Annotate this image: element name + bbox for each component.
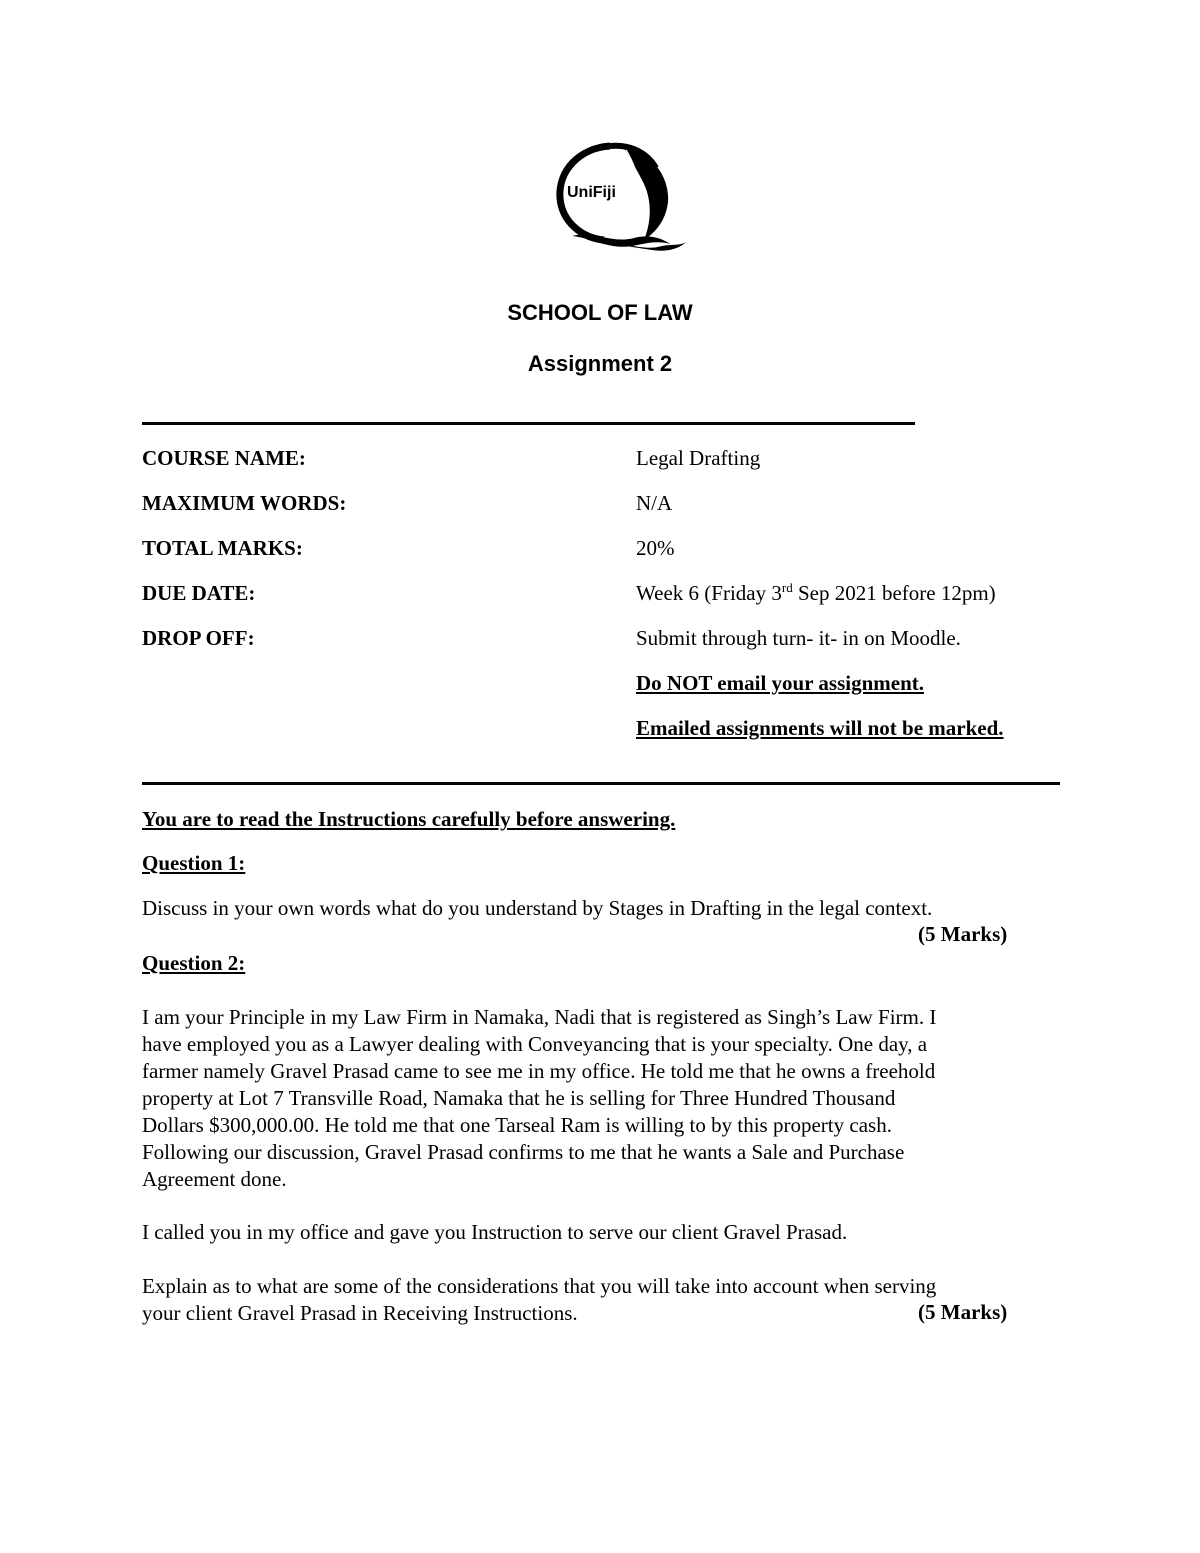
- question-1-heading: Question 1:: [142, 851, 246, 875]
- question-2-paragraph-3: [142, 1273, 936, 1327]
- paragraph-line: Agreement done.: [142, 1167, 287, 1191]
- total-marks-value: 20%: [636, 536, 675, 560]
- paragraph-line: your client Gravel Prasad in Receiving Instructions.: [142, 1301, 578, 1325]
- question-1-marks: (5 Marks): [918, 922, 1008, 946]
- drop-off-label: DROP OFF:: [142, 626, 255, 650]
- paragraph-line: farmer namely Gravel Prasad came to see me in my office. He told me that he owns a freehold: [142, 1059, 936, 1083]
- paragraph-line: property at Lot 7 Transville Road, Namaka that he is selling for Three Hundred Thousand: [142, 1086, 896, 1110]
- question-2-marks: (5 Marks): [918, 1300, 1008, 1324]
- paragraph-line: Following our discussion, Gravel Prasad confirms to me that he wants a Sale and Purchase: [142, 1140, 905, 1164]
- max-words-value: N/A: [636, 491, 673, 515]
- paragraph-line: have employed you as a Lawyer dealing with Conveyancing that is your specialty. One day, a: [142, 1032, 928, 1056]
- assignment-title: Assignment 2: [527, 351, 673, 376]
- question-2-paragraph-2: I called you in my office and gave you Instruction to serve our client Gravel Prasad.: [142, 1220, 848, 1244]
- paragraph-line: Explain as to what are some of the considerations that you will take into account when serving: [142, 1274, 937, 1298]
- course-name-label: COURSE NAME:: [142, 446, 306, 470]
- emailed-not-marked-warning: Emailed assignments will not be marked.: [636, 716, 1004, 740]
- due-date-value: Week 6 (Friday 3rd Sep 2021 before 12pm): [636, 580, 996, 605]
- top-divider: [142, 422, 915, 425]
- no-email-warning: Do NOT email your assignment.: [636, 671, 924, 695]
- question-1-text: Discuss in your own words what do you understand by Stages in Drafting in the legal context.: [142, 896, 933, 920]
- drop-off-value: Submit through turn- it- in on Moodle.: [636, 626, 961, 650]
- school-title: SCHOOL OF LAW: [507, 300, 693, 325]
- instructions-notice: You are to read the Instructions carefully before answering.: [142, 807, 676, 831]
- total-marks-label: TOTAL MARKS:: [142, 536, 303, 560]
- due-date-label: DUE DATE:: [142, 581, 256, 605]
- question-2-heading: Question 2:: [142, 951, 246, 975]
- question-2-paragraph-1: [142, 1004, 936, 1193]
- logo-text: UniFiji: [567, 184, 616, 201]
- paragraph-line: Dollars $300,000.00. He told me that one Tarseal Ram is willing to by this property cash.: [142, 1113, 892, 1137]
- max-words-label: MAXIMUM WORDS:: [142, 491, 347, 515]
- paragraph-line: I am your Principle in my Law Firm in Namaka, Nadi that is registered as Singh’s Law Firm. I: [142, 1005, 937, 1029]
- course-name-value: Legal Drafting: [636, 446, 761, 470]
- bottom-divider: [142, 782, 1060, 785]
